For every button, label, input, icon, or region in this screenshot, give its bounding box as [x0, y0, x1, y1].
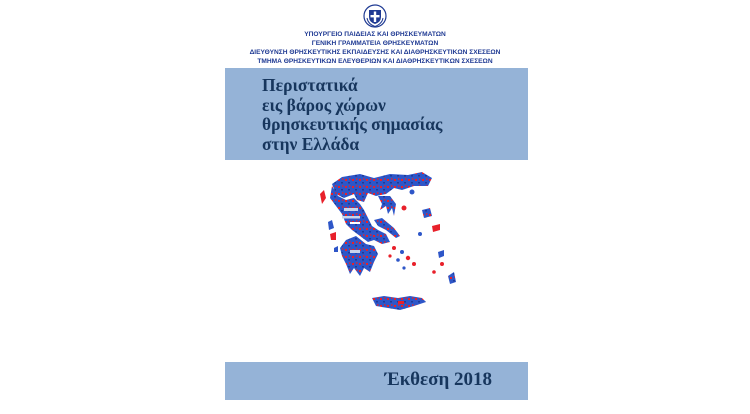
general-secretariat: ΓΕΝΙΚΗ ΓΡΑΜΜΑΤΕΙΑ ΘΡΗΣΚΕΥΜΑΤΩΝ	[311, 40, 439, 47]
department-name: ΤΜΗΜΑ ΘΡΗΣΚΕΥΤΙΚΩΝ ΕΛΕΥΘΕΡΙΩΝ ΚΑΙ ΔΙΑΘΡΗΣΚΕΥΤΙΚΩΝ ΣΧΕΣΕΩΝ	[257, 58, 493, 65]
greece-map-icon	[302, 164, 462, 324]
title-line-3: θρησκευτικής σημασίας	[262, 114, 443, 134]
title-line-1: Περιστατικά	[262, 75, 358, 95]
ministry-name: ΥΠΟΥΡΓΕΙΟ ΠΑΙΔΕΙΑΣ ΚΑΙ ΘΡΗΣΚΕΥΜΑΤΩΝ	[304, 31, 446, 38]
greece-map	[302, 164, 462, 324]
title-line-4: στην Ελλάδα	[262, 133, 360, 154]
greek-coat-of-arms-icon	[363, 4, 387, 28]
ministry-header	[220, 4, 530, 66]
footer-band	[225, 362, 528, 400]
report-year-label: Έκθεση 2018	[384, 369, 492, 390]
directorate-name: ΔΙΕΥΘΥΝΣΗ ΘΡΗΣΚΕΥΤΙΚΗΣ ΕΚΠΑΙΔΕΥΣΗΣ ΚΑΙ ΔΙΑΘΡΗΣΚΕΥΤΙΚΩΝ ΣΧΕΣΕΩΝ	[249, 49, 501, 56]
title-band	[225, 68, 528, 160]
title-line-2: εις βάρος χώρων	[262, 94, 386, 115]
report-title	[262, 76, 442, 154]
